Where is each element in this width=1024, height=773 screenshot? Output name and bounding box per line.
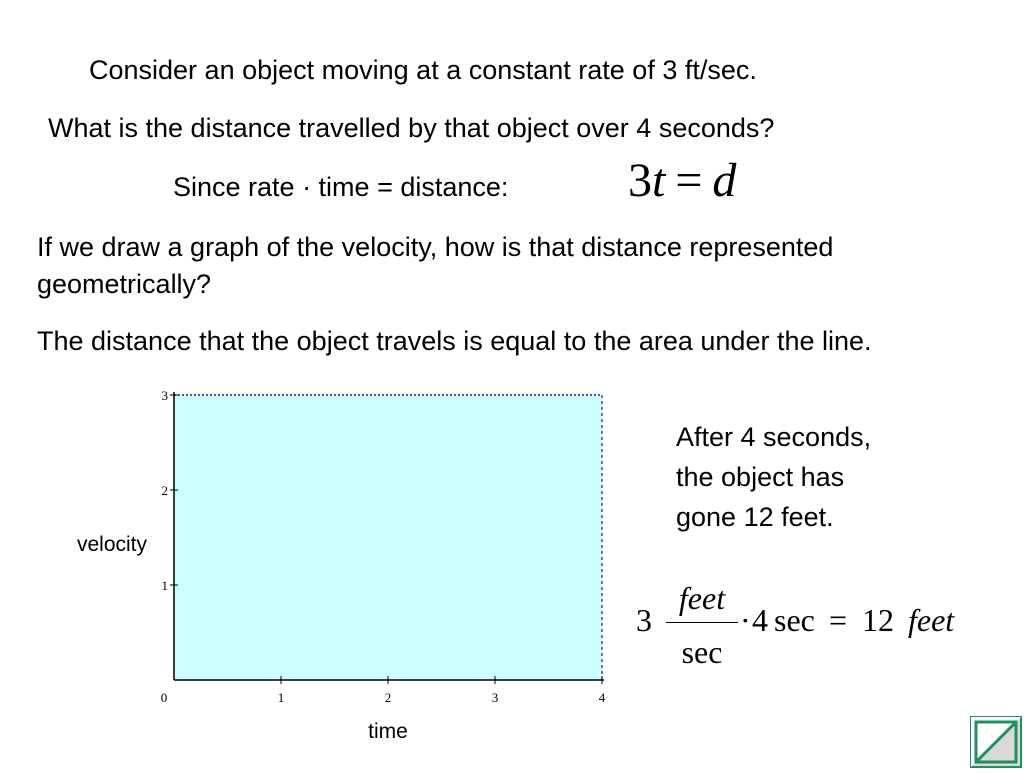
x-tick-label: 2 — [384, 690, 392, 705]
x-tick-label: 1 — [277, 690, 285, 705]
formula-eq: = — [675, 154, 703, 207]
x-axis-title: time — [368, 720, 408, 743]
question-line-1: If we draw a graph of the velocity, how is that distance represented — [37, 232, 834, 262]
y-axis-title: velocity — [76, 533, 148, 556]
conv-result-unit: feet — [908, 602, 955, 638]
question-line-2: geometrically? — [37, 269, 212, 299]
conv-coef: 3 — [636, 602, 652, 638]
next-slide-icon[interactable] — [970, 716, 1022, 768]
y-tick-label: 2 — [161, 483, 168, 498]
formula-var-t: t — [652, 154, 666, 207]
conv-result: 12 — [862, 602, 894, 638]
intro-line-2: What is the distance travelled by that object over 4 seconds? — [48, 113, 775, 143]
since-label: Since rate · time = distance: — [173, 172, 509, 202]
after-line-3: gone 12 feet. — [676, 502, 834, 532]
after-line-1: After 4 seconds, — [676, 422, 872, 452]
after-line-2: the object has — [676, 462, 845, 492]
conv-fraction-num: feet — [678, 580, 726, 616]
formula-coef: 3 — [628, 154, 652, 207]
x-tick-label: 3 — [491, 690, 499, 705]
intro-line-1: Consider an object moving at a constant rate of 3 ft/sec. — [89, 55, 757, 85]
y-tick-label: 3 — [161, 388, 168, 403]
conv-unit: sec — [774, 602, 815, 638]
formula-var-d: d — [712, 154, 737, 207]
x-tick-label: 4 — [598, 690, 606, 705]
conv-eq: = — [829, 602, 848, 638]
x-tick-label: 0 — [160, 690, 168, 705]
answer-line: The distance that the object travels is equal to the area under the line. — [37, 326, 872, 356]
conv-dot: · — [740, 602, 751, 638]
conv-fraction-bar — [666, 622, 738, 623]
y-tick-label: 1 — [161, 578, 168, 593]
conv-mult: 4 — [752, 602, 768, 638]
area-under-line — [174, 395, 602, 680]
conv-fraction-den: sec — [681, 634, 723, 670]
